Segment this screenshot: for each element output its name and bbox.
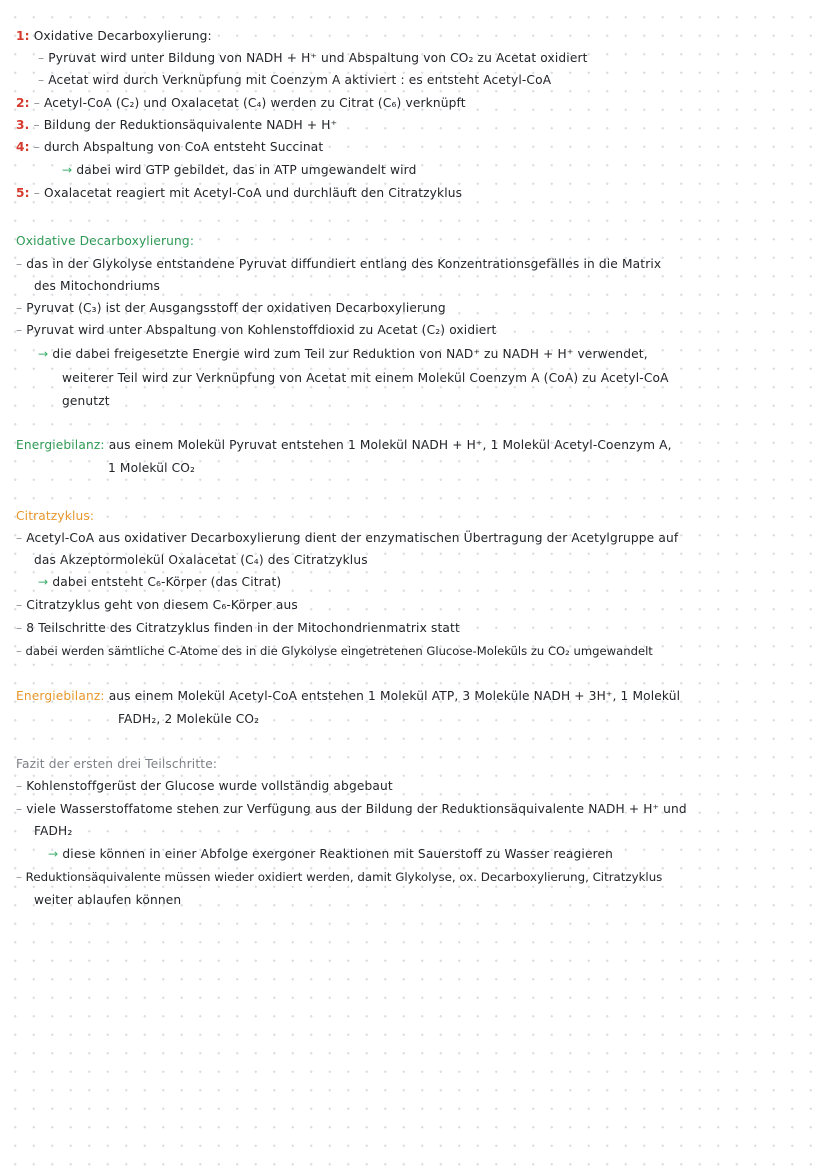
dash-bullet: – <box>16 323 23 337</box>
fazit-line-2b: FADH₂ <box>34 824 73 838</box>
dash-bullet: – <box>16 531 23 545</box>
line-text: Pyruvat wird unter Bildung von NADH + H⁺ und Abspaltung von CO₂ zu Acetat oxidiert <box>48 51 588 65</box>
energy-balance-text: aus einem Molekül Pyruvat entstehen 1 Molekül NADH + H⁺, 1 Molekül Acetyl-Coenzym A, <box>108 438 672 452</box>
dash-bullet: – <box>33 186 40 200</box>
line-text: Oxalacetat reagiert mit Acetyl-CoA und durchläuft den Citratzyklus <box>43 186 463 200</box>
dash-bullet: – <box>16 598 23 612</box>
line-text: dabei entsteht C₆-Körper (das Citrat) <box>52 575 282 589</box>
line-text: 8 Teilschritte des Citratzyklus finden in der Mitochondrienmatrix statt <box>26 621 460 635</box>
oxdec-line-4c: genutzt <box>62 394 110 408</box>
citrat-line-5 <box>16 643 653 659</box>
line-text: das in der Glykolyse entstandene Pyruvat diffundiert entlang des Konzentrationsgefälles in die Matrix <box>26 257 662 271</box>
step-number: 2: <box>16 96 30 110</box>
line-text: diese können in einer Abfolge exergoner Reaktionen mit Sauerstoff zu Wasser reagieren <box>62 847 614 861</box>
dash-bullet: – <box>16 870 22 884</box>
dash-bullet: – <box>16 802 23 816</box>
fazit-line-1 <box>16 778 393 794</box>
dash-bullet: – <box>16 621 23 635</box>
line-text: dabei wird GTP gebildet, das in ATP umgewandelt wird <box>76 163 417 177</box>
fazit-heading: Fazit der ersten drei Teilschritte: <box>16 757 218 771</box>
step-4 <box>16 139 323 155</box>
energy-balance-1-cont: 1 Molekül CO₂ <box>108 461 196 475</box>
line-text: Reduktionsäquivalente müssen wieder oxidiert werden, damit Glykolyse, ox. Decarboxylierung, Citratzyklus <box>25 870 663 884</box>
dash-bullet: – <box>33 118 40 132</box>
citrat-line-4 <box>16 620 460 636</box>
line-text: Citratzyklus geht von diesem C₆-Körper aus <box>26 598 298 612</box>
line-text: Pyruvat wird unter Abspaltung von Kohlenstoffdioxid zu Acetat (C₂) oxidiert <box>26 323 497 337</box>
step-1-heading <box>16 28 212 44</box>
line-text: Acetyl-CoA (C₂) und Oxalacetat (C₄) werden zu Citrat (C₆) verknüpft <box>43 96 466 110</box>
step-3 <box>16 117 337 133</box>
energy-balance-label: Energiebilanz: <box>16 689 105 703</box>
step-number: 5: <box>16 186 30 200</box>
oxdec-line-3 <box>16 322 497 338</box>
citrat-line-1b: das Akzeptormolekül Oxalacetat (C₄) des Citratzyklus <box>34 553 368 567</box>
dash-bullet: – <box>33 96 40 110</box>
energy-balance-2 <box>16 688 680 704</box>
line-text: Acetyl-CoA aus oxidativer Decarboxylierung dient der enzymatischen Übertragung der Acetylgruppe auf <box>26 531 679 545</box>
line-text: Kohlenstoffgerüst der Glucose wurde vollständig abgebaut <box>26 779 393 793</box>
line-text: Bildung der Reduktionsäquivalente NADH + H⁺ <box>43 118 338 132</box>
dash-bullet: – <box>16 301 23 315</box>
oxdec-heading: Oxidative Decarboxylierung: <box>16 234 195 248</box>
energy-balance-1 <box>16 437 672 453</box>
fazit-line-2 <box>16 801 687 817</box>
citrat-heading: Citratzyklus: <box>16 509 95 523</box>
oxdec-line-2 <box>16 300 446 316</box>
step-5 <box>16 185 462 201</box>
arrow-icon: → <box>48 847 59 861</box>
step-1-line-1 <box>38 50 588 66</box>
dash-bullet: – <box>16 779 23 793</box>
arrow-icon: → <box>38 575 49 589</box>
dash-bullet: – <box>38 51 45 65</box>
citrat-line-3 <box>16 597 298 613</box>
oxdec-line-4 <box>38 346 648 362</box>
line-text: die dabei freigesetzte Energie wird zum Teil zur Reduktion von NAD⁺ zu NADH + H⁺ verwendet, <box>52 347 648 361</box>
line-text: Acetat wird durch Verknüpfung mit Coenzym A aktiviert : es entsteht Acetyl-CoA <box>48 73 552 87</box>
line-text: Pyruvat (C₃) ist der Ausgangsstoff der oxidativen Decarboxylierung <box>26 301 446 315</box>
energy-balance-label: Energiebilanz: <box>16 438 105 452</box>
step-number: 1: <box>16 29 30 43</box>
step-number: 4: <box>16 140 30 154</box>
step-4-sub <box>62 162 416 178</box>
oxdec-line-1 <box>16 256 661 272</box>
step-2 <box>16 95 466 111</box>
step-title: Oxidative Decarboxylierung: <box>33 29 212 43</box>
arrow-icon: → <box>62 163 73 177</box>
fazit-line-4 <box>16 869 662 885</box>
step-number: 3. <box>16 118 30 132</box>
oxdec-line-4b: weiterer Teil wird zur Verknüpfung von Acetat mit einem Molekül Coenzym A (CoA) zu Acetyl-CoA <box>62 371 669 385</box>
fazit-line-4b: weiter ablaufen können <box>34 893 182 907</box>
citrat-line-1 <box>16 530 678 546</box>
line-text: durch Abspaltung von CoA entsteht Succinat <box>43 140 324 154</box>
energy-balance-2-cont: FADH₂, 2 Moleküle CO₂ <box>118 712 260 726</box>
dash-bullet: – <box>38 73 45 87</box>
line-text: dabei werden sämtliche C-Atome des in die Glykolyse eingetretenen Glucose-Moleküls zu CO₂ umgewandelt <box>25 644 653 658</box>
dash-bullet: – <box>16 257 23 271</box>
oxdec-line-1b: des Mitochondriums <box>34 279 160 293</box>
energy-balance-text: aus einem Molekül Acetyl-CoA entstehen 1 Molekül ATP, 3 Moleküle NADH + 3H⁺, 1 Molekül <box>108 689 681 703</box>
line-text: viele Wasserstoffatome stehen zur Verfügung aus der Bildung der Reduktionsäquivalente NADH + H⁺ und <box>26 802 687 816</box>
step-1-line-2 <box>38 72 551 88</box>
dash-bullet: – <box>33 140 40 154</box>
dash-bullet: – <box>16 644 22 658</box>
fazit-line-3 <box>48 846 613 862</box>
arrow-icon: → <box>38 347 49 361</box>
citrat-line-2 <box>38 574 281 590</box>
